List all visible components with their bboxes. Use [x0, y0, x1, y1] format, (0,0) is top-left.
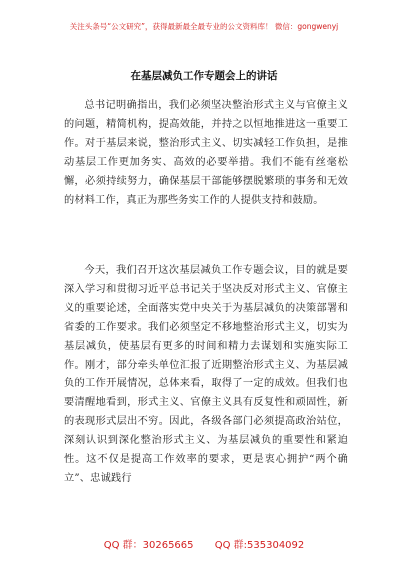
qq-group-1: QQ 群：30265665: [103, 540, 194, 551]
footer-contact: [0, 536, 408, 551]
document-title: 在基层减负工作专题会上的讲话: [130, 70, 278, 82]
paragraph-2: 今天，我们召开这次基层减负工作专题会议，目的就是要深入学习和贯彻习近平总书记关于坚决反对形式主义、官僚主义的重要论述，全面落实党中央关于为基层减负的决策部署和省委的工作要求。我们必须坚定不移地整治形式主义，切实为基层减负，使基层有更多的时间和精力去谋划和实施实际工作。刚才，部分牵头单位汇报了近期整治形式主义、为基层减负的工作开展情况，总体来看，取得了一定的成效。但我们也要清醒地看到，形式主义、官僚主义具有反复性和顽固性，新的表现形式层出不穷。因此，各级各部门必须提高政治站位，深刻认识到深化整治形式主义、为基层减负的重要性和紧迫性。这不仅是提高工作效率的要求，更是衷心拥护“两个确立”、忠诚践行: [64, 265, 348, 484]
qq-group-2: QQ 群:535304092: [214, 540, 305, 551]
promo-header: 关注头条号“公文研究”，获得最新最全最专业的公文资料库！ 微信：gongwenyj: [69, 22, 339, 31]
paragraph-1: 总书记明确指出，我们必须坚决整治形式主义与官僚主义的问题，精简机构，提高效能，并持之以恒地推进这一重要工作。对于基层来说，整治形式主义、切实减轻工作负担，是推动基层工作更加务实、高效的必要举措。我们不能有丝毫松懈，必须持续努力，确保基层干部能够摆脱繁琐的事务和无效的材料工作，真正为那些务实工作的人提供支持和鼓励。: [64, 100, 348, 206]
